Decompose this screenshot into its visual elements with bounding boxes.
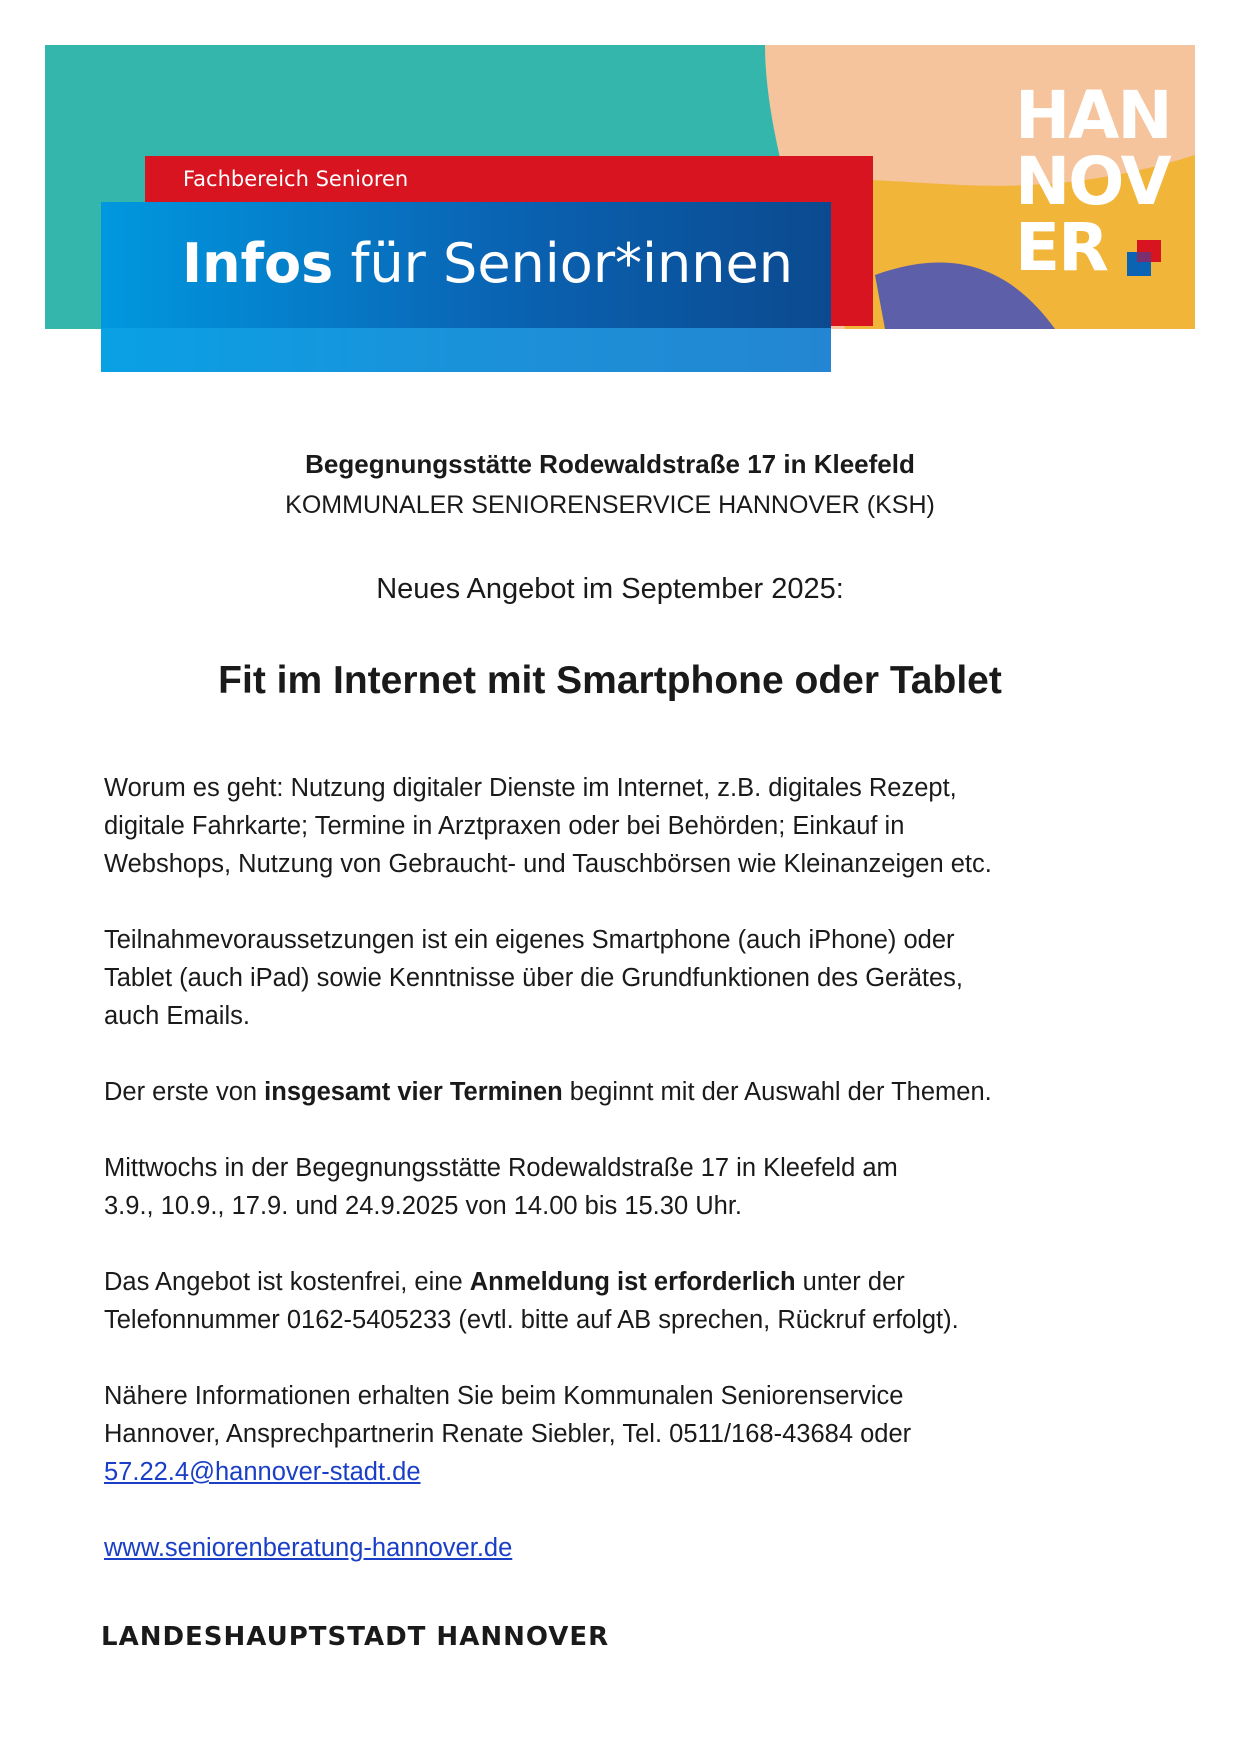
organization-name: KOMMUNALER SENIORENSERVICE HANNOVER (KSH) — [285, 491, 935, 519]
text-line: Nähere Informationen erhalten Sie beim Kommunalen Seniorenservice — [104, 1382, 904, 1410]
text-run: Der erste von — [104, 1078, 265, 1106]
paragraph-topics — [104, 769, 1184, 883]
text-bold: Anmeldung ist erforderlich — [469, 1268, 796, 1296]
banner-title — [182, 232, 793, 296]
venue-heading: Begegnungsstätte Rodewaldstraße 17 in Kleefeld — [305, 449, 915, 479]
website-link[interactable]: www.seniorenberatung-hannover.de — [104, 1534, 513, 1562]
text-run: unter der — [795, 1268, 905, 1296]
text-line: auch Emails. — [104, 1002, 250, 1030]
text-line: Worum es geht: Nutzung digitaler Dienste im Internet, z.B. digitales Rezept, — [104, 774, 957, 802]
text-line: Teilnahmevoraussetzungen ist ein eigenes Smartphone (auch iPhone) oder — [104, 926, 955, 954]
logo-line-1: HAN — [1015, 77, 1171, 154]
logo-line-2: NOV — [1015, 143, 1170, 220]
text-run: beginnt mit der Auswahl der Themen. — [562, 1078, 992, 1106]
website-paragraph — [104, 1529, 1184, 1567]
logo-line-3: ER — [1015, 209, 1107, 286]
paragraph-registration — [104, 1263, 1184, 1339]
course-headline: Fit im Internet mit Smartphone oder Tablet — [218, 659, 1002, 702]
text-line: 3.9., 10.9., 17.9. und 24.9.2025 von 14.00 bis 15.30 Uhr. — [104, 1192, 742, 1220]
text-line: Tablet (auch iPad) sowie Kenntnisse über die Grundfunktionen des Gerätes, — [104, 964, 964, 992]
text-line: Mittwochs in der Begegnungsstätte Rodewaldstraße 17 in Kleefeld am — [104, 1154, 898, 1182]
paragraph-requirements — [104, 921, 1184, 1035]
text-line: digitale Fahrkarte; Termine in Arztpraxen oder bei Behörden; Einkauf in — [104, 812, 905, 840]
paragraph-sessions — [104, 1073, 1184, 1111]
paragraph-dates — [104, 1149, 1184, 1225]
email-link[interactable]: 57.22.4@hannover-stadt.de — [104, 1458, 421, 1486]
text-bold: insgesamt vier Terminen — [264, 1078, 563, 1106]
text-line: Telefonnummer 0162-5405233 (evtl. bitte auf AB sprechen, Rückruf erfolgt). — [104, 1306, 959, 1334]
offer-line: Neues Angebot im September 2025: — [376, 573, 844, 605]
banner-title-rest: für Senior*innen — [333, 232, 793, 295]
paragraph-contact — [104, 1377, 1184, 1491]
text-line: Webshops, Nutzung von Gebraucht- und Tauschbörsen wie Kleinanzeigen etc. — [104, 850, 992, 878]
department-label: Fachbereich Senioren — [183, 167, 409, 191]
text-line — [104, 1263, 1184, 1301]
text-line: Hannover, Ansprechpartnerin Renate Siebler, Tel. 0511/168-43684 oder — [104, 1420, 912, 1448]
text-run: Das Angebot ist kostenfrei, eine — [104, 1268, 470, 1296]
banner-title-bold: Infos — [182, 232, 334, 295]
logo-squares-icon — [1125, 240, 1169, 280]
footer-city-name: LANDESHAUPTSTADT HANNOVER — [101, 1622, 610, 1652]
